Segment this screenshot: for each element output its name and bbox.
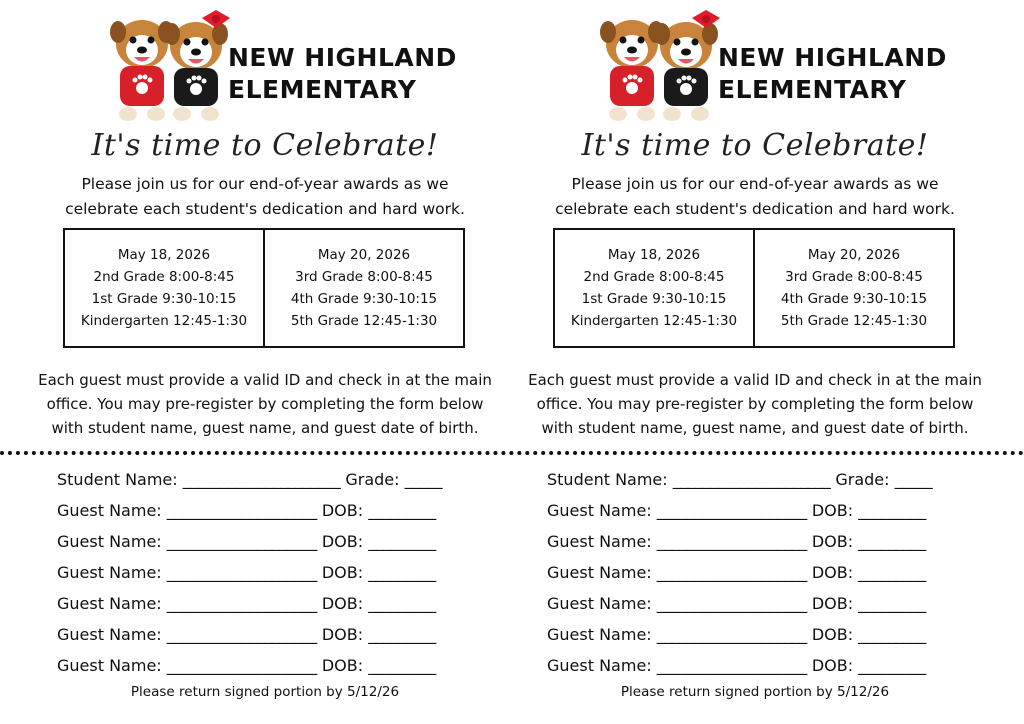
- grade-blank: _____: [894, 470, 933, 489]
- guest-row: [547, 621, 967, 652]
- girl-bulldog-icon: [654, 10, 720, 121]
- registration-form: [547, 466, 967, 683]
- form-label: Student Name:: [547, 470, 668, 489]
- guest-row: [547, 652, 967, 683]
- dob-blank: _________: [368, 501, 436, 520]
- cut-line-divider: [0, 451, 1024, 455]
- schedule-day-2: [753, 230, 953, 346]
- guest-name-blank: ____________________: [656, 563, 807, 582]
- schedule-date: May 20, 2026: [807, 247, 901, 263]
- guest-instructions: [30, 368, 500, 440]
- dob-blank: _________: [368, 532, 436, 551]
- intro-text: [530, 172, 980, 222]
- guest-name-blank: ____________________: [166, 594, 317, 613]
- girl-bulldog-icon: [164, 10, 230, 121]
- form-label: DOB:: [321, 656, 364, 675]
- form-label: Guest Name:: [547, 594, 652, 613]
- form-label: Guest Name:: [57, 532, 162, 551]
- guest-row: [57, 652, 477, 683]
- guest-instructions-line: office. You may pre-register by completing the form below: [46, 395, 484, 413]
- form-label: Guest Name:: [547, 563, 652, 582]
- schedule-slot: 4th Grade 9:30-10:15: [290, 291, 438, 307]
- bulldog-mascots-logo: [104, 8, 234, 126]
- schedule-slot: 2nd Grade 8:00-8:45: [93, 269, 235, 285]
- form-label: DOB:: [321, 625, 364, 644]
- guest-name-blank: ____________________: [166, 532, 317, 551]
- form-label: Guest Name:: [57, 625, 162, 644]
- form-label: Guest Name:: [547, 625, 652, 644]
- form-label: Guest Name:: [547, 656, 652, 675]
- guest-row: [57, 528, 477, 559]
- guest-instructions-line: with student name, guest name, and guest date of birth.: [541, 419, 969, 437]
- guest-name-blank: ____________________: [166, 501, 317, 520]
- guest-name-blank: ____________________: [656, 594, 807, 613]
- form-label: DOB:: [321, 563, 364, 582]
- guest-row: [547, 497, 967, 528]
- form-label: DOB:: [321, 501, 364, 520]
- schedule-date: May 18, 2026: [607, 247, 701, 263]
- schedule-slot: Kindergarten 12:45-1:30: [80, 313, 248, 329]
- dob-blank: _________: [368, 625, 436, 644]
- form-label: DOB:: [811, 625, 854, 644]
- bulldog-mascots-logo: [594, 8, 724, 126]
- flyer-left: [20, 0, 510, 724]
- guest-row: [57, 590, 477, 621]
- student-name-blank: _____________________: [672, 470, 831, 489]
- grade-blank: _____: [404, 470, 443, 489]
- dob-blank: _________: [368, 656, 436, 675]
- dob-blank: _________: [858, 501, 926, 520]
- form-label: DOB:: [811, 656, 854, 675]
- schedule-table: [553, 228, 955, 348]
- student-name-row: [547, 466, 967, 497]
- intro-line: celebrate each student's dedication and hard work.: [65, 200, 465, 218]
- guest-instructions: [520, 368, 990, 440]
- student-name-blank: _____________________: [182, 470, 341, 489]
- dob-blank: _________: [368, 594, 436, 613]
- schedule-slot: 1st Grade 9:30-10:15: [581, 291, 727, 307]
- flyer-right: [510, 0, 1000, 724]
- schedule-table: [63, 228, 465, 348]
- dob-blank: _________: [858, 594, 926, 613]
- guest-name-blank: ____________________: [656, 625, 807, 644]
- form-label: DOB:: [811, 594, 854, 613]
- return-note: Please return signed portion by 5/12/26: [620, 684, 890, 700]
- form-label: Student Name:: [57, 470, 178, 489]
- schedule-slot: 4th Grade 9:30-10:15: [780, 291, 928, 307]
- form-label: DOB:: [811, 563, 854, 582]
- school-name-line2: ELEMENTARY: [228, 75, 417, 104]
- dob-blank: _________: [858, 625, 926, 644]
- form-label: DOB:: [321, 532, 364, 551]
- guest-row: [547, 528, 967, 559]
- schedule-slot: 1st Grade 9:30-10:15: [91, 291, 237, 307]
- form-label: Guest Name:: [57, 656, 162, 675]
- guest-name-blank: ____________________: [166, 625, 317, 644]
- intro-line: celebrate each student's dedication and hard work.: [555, 200, 955, 218]
- intro-line: Please join us for our end-of-year awards as we: [571, 175, 939, 193]
- schedule-date: May 20, 2026: [317, 247, 411, 263]
- guest-name-blank: ____________________: [656, 501, 807, 520]
- form-label: Guest Name:: [57, 501, 162, 520]
- guest-row: [57, 497, 477, 528]
- school-name: [718, 42, 947, 106]
- dob-blank: _________: [368, 563, 436, 582]
- schedule-slot: 5th Grade 12:45-1:30: [290, 313, 438, 329]
- form-label: DOB:: [321, 594, 364, 613]
- celebrate-heading: It's time to Celebrate!: [581, 128, 929, 163]
- return-note: Please return signed portion by 5/12/26: [130, 684, 400, 700]
- school-name: [228, 42, 457, 106]
- form-label: Grade:: [835, 470, 890, 489]
- school-name-line1: NEW HIGHLAND: [718, 43, 947, 72]
- form-label: DOB:: [811, 532, 854, 551]
- dob-blank: _________: [858, 532, 926, 551]
- student-name-row: [57, 466, 477, 497]
- guest-row: [547, 559, 967, 590]
- guest-row: [547, 590, 967, 621]
- registration-form: [57, 466, 477, 683]
- schedule-day-2: [263, 230, 463, 346]
- schedule-slot: Kindergarten 12:45-1:30: [570, 313, 738, 329]
- intro-line: Please join us for our end-of-year awards as we: [81, 175, 449, 193]
- form-label: Guest Name:: [547, 501, 652, 520]
- guest-instructions-line: Each guest must provide a valid ID and check in at the main: [528, 371, 982, 389]
- guest-row: [57, 559, 477, 590]
- guest-instructions-line: with student name, guest name, and guest date of birth.: [51, 419, 479, 437]
- schedule-day-1: [65, 230, 263, 346]
- guest-name-blank: ____________________: [656, 656, 807, 675]
- guest-instructions-line: office. You may pre-register by completing the form below: [536, 395, 974, 413]
- form-label: Guest Name:: [57, 563, 162, 582]
- school-name-line1: NEW HIGHLAND: [228, 43, 457, 72]
- schedule-slot: 3rd Grade 8:00-8:45: [785, 269, 923, 285]
- dob-blank: _________: [858, 656, 926, 675]
- form-label: Grade:: [345, 470, 400, 489]
- school-name-line2: ELEMENTARY: [718, 75, 907, 104]
- dob-blank: _________: [858, 563, 926, 582]
- celebrate-heading: It's time to Celebrate!: [91, 128, 439, 163]
- guest-name-blank: ____________________: [166, 656, 317, 675]
- form-label: DOB:: [811, 501, 854, 520]
- schedule-slot: 2nd Grade 8:00-8:45: [583, 269, 725, 285]
- guest-name-blank: ____________________: [656, 532, 807, 551]
- guest-instructions-line: Each guest must provide a valid ID and check in at the main: [38, 371, 492, 389]
- form-label: Guest Name:: [547, 532, 652, 551]
- schedule-day-1: [555, 230, 753, 346]
- guest-row: [57, 621, 477, 652]
- schedule-slot: 3rd Grade 8:00-8:45: [295, 269, 433, 285]
- form-label: Guest Name:: [57, 594, 162, 613]
- schedule-slot: 5th Grade 12:45-1:30: [780, 313, 928, 329]
- guest-name-blank: ____________________: [166, 563, 317, 582]
- intro-text: [40, 172, 490, 222]
- schedule-date: May 18, 2026: [117, 247, 211, 263]
